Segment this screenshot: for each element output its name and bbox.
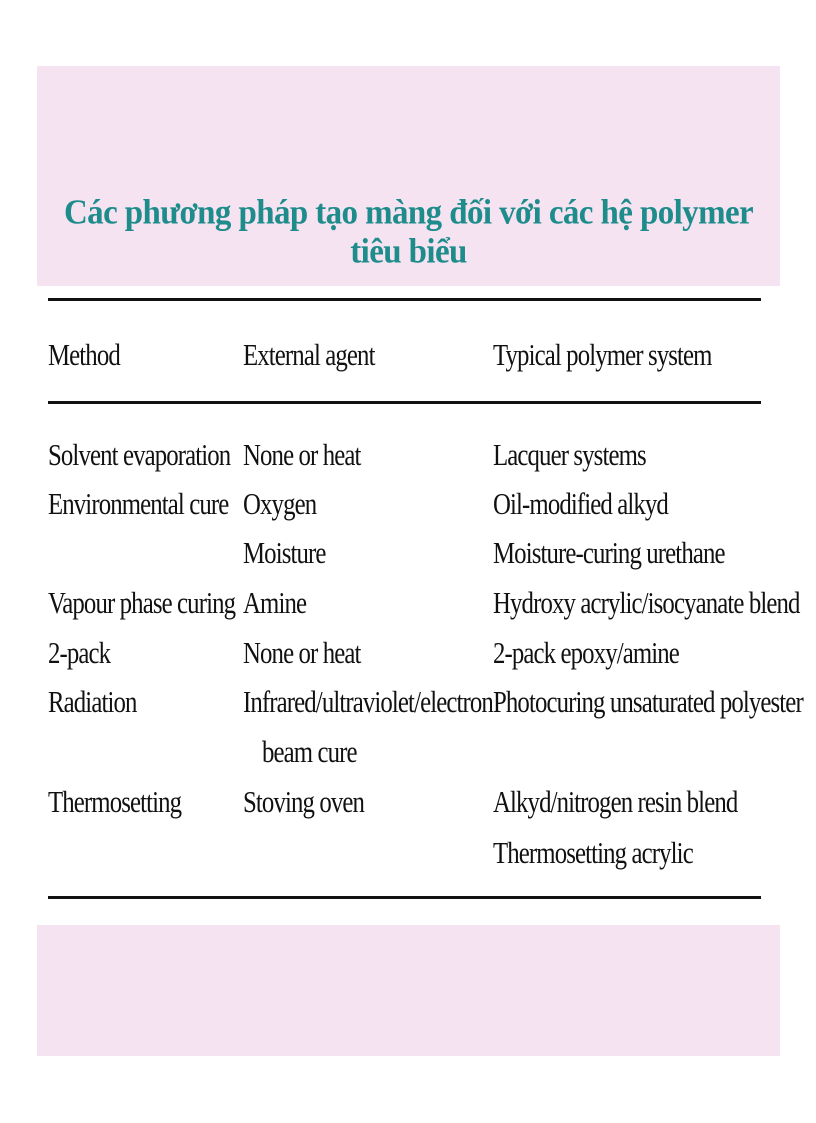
cell-method: Vapour phase curing (48, 585, 236, 620)
cell-method: Solvent evaporation (48, 437, 231, 472)
cell-system: Alkyd/nitrogen resin blend (493, 784, 738, 819)
header-typical-polymer-system: Typical polymer system (493, 337, 712, 372)
cell-agent: Moisture (243, 535, 326, 570)
cell-method: Thermosetting (48, 784, 182, 819)
table-bottom-rule (48, 896, 761, 899)
table-top-rule (48, 298, 761, 301)
header-method: Method (48, 337, 120, 372)
cell-agent: None or heat (243, 635, 361, 670)
cell-method: 2-pack (48, 635, 111, 670)
cell-agent: Stoving oven (243, 784, 365, 819)
slide-title: Các phương pháp tạo màng đối với các hệ polymer tiêu biểu (63, 193, 754, 272)
cell-system: Hydroxy acrylic/isocyanate blend (493, 585, 800, 620)
cell-system: Thermosetting acrylic (493, 835, 693, 870)
cell-system: Photocuring unsaturated polyester (493, 684, 803, 719)
cell-agent: None or heat (243, 437, 361, 472)
cell-method: Radiation (48, 684, 137, 719)
cell-system: Oil-modified alkyd (493, 486, 668, 521)
cell-system: 2-pack epoxy/amine (493, 635, 679, 670)
cell-agent: Oxygen (243, 486, 317, 521)
cell-system: Moisture-curing urethane (493, 535, 725, 570)
cell-method: Environmental cure (48, 486, 229, 521)
cell-agent: Amine (243, 585, 307, 620)
table-header-rule (48, 401, 761, 404)
cell-agent: Infrared/ultraviolet/electron (243, 684, 493, 719)
cell-agent: beam cure (262, 734, 357, 769)
header-external-agent: External agent (243, 337, 375, 372)
cell-system: Lacquer systems (493, 437, 646, 472)
bottom-band (37, 925, 780, 1056)
